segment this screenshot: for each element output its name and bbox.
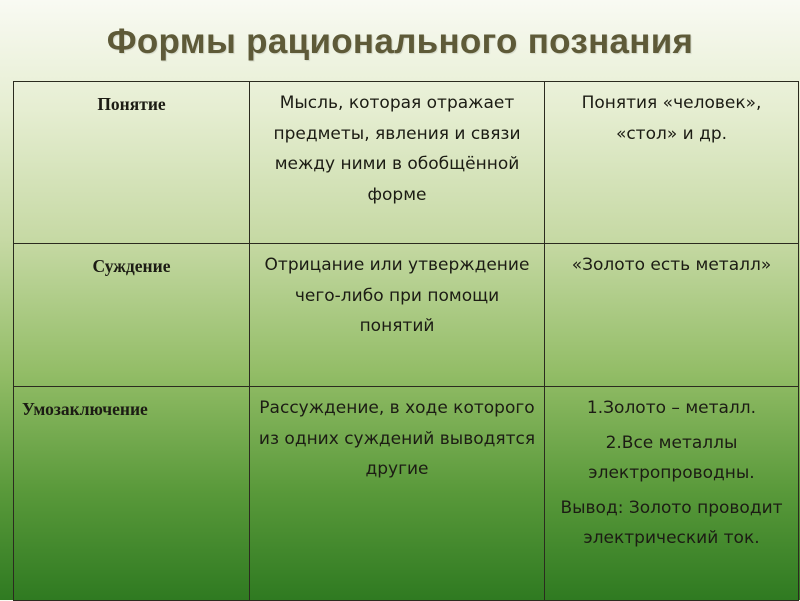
table-row [14,82,799,244]
example-cell: Понятия «человек», «стол» и др. [545,82,799,244]
definition-cell: Рассуждение, в ходе которого из одних суждений выводятся другие [250,387,545,601]
example-line: 2.Все металлы электропроводны. [588,432,755,483]
example-line: 1.Золото – металл. [586,398,757,418]
definition-cell: Отрицание или утверждение чего-либо при помощи понятий [250,244,545,387]
term-cell: Суждение [14,244,250,387]
term-cell: Умозаключение [14,387,250,601]
forms-table [13,81,799,601]
term-cell: Понятие [14,82,250,244]
table-row [14,244,799,387]
example-cell: «Золото есть металл» [545,244,799,387]
example-line: Вывод: Золото проводит электрический ток. [560,497,783,548]
table-row [14,387,799,601]
example-cell [545,387,799,601]
definition-cell: Мысль, которая отражает предметы, явления и связи между ними в обобщённой форме [250,82,545,244]
slide-title: Формы рационального познания [106,22,694,61]
